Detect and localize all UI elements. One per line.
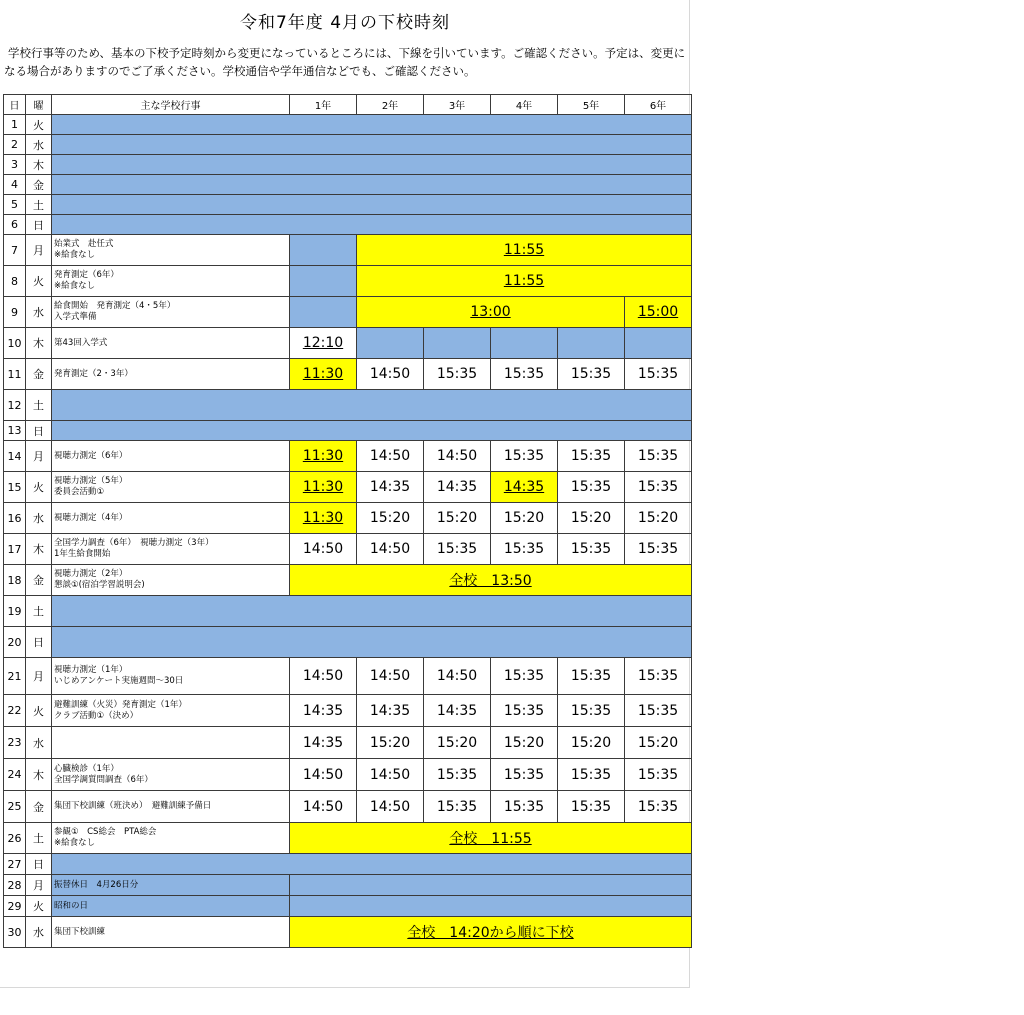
page-title: 令和7年度 4月の下校時刻	[239, 13, 451, 33]
schedule-body	[4, 115, 692, 948]
header-grade-4: 4年	[491, 95, 558, 115]
dismissal-time-cell	[558, 791, 625, 823]
dismissal-time-cell	[357, 534, 424, 565]
schedule-row	[4, 421, 692, 441]
schedule-row	[4, 359, 692, 390]
dismissal-time: 15:35	[570, 798, 612, 815]
schedule-row	[4, 854, 692, 875]
weekday-cell: 火	[26, 472, 52, 503]
dismissal-time: 15:35	[637, 541, 679, 557]
dismissal-time: 15:35	[637, 798, 679, 815]
schedule-row	[4, 823, 692, 854]
dismissal-schedule-table	[3, 94, 692, 948]
dismissal-time: 全校 11:55	[449, 831, 532, 847]
day-cell: 13	[4, 421, 26, 441]
dismissal-time: 14:50	[436, 448, 478, 464]
schedule-row	[4, 235, 692, 266]
dismissal-time: 15:20	[369, 734, 411, 751]
no-school-cell	[52, 175, 692, 195]
weekday-cell: 土	[26, 596, 52, 627]
event-cell: 全国学力調査（6年） 視聴力測定（3年） 1年生給食開始	[52, 534, 290, 565]
day-cell: 17	[4, 534, 26, 565]
schedule-row	[4, 503, 692, 534]
dismissal-time: 15:20	[570, 510, 612, 526]
header-grade-2: 2年	[357, 95, 424, 115]
weekday-cell: 水	[26, 917, 52, 948]
dismissal-time: 全校 14:20から順に下校	[407, 925, 574, 941]
schedule-row	[4, 266, 692, 297]
no-school-cell	[52, 421, 692, 441]
dismissal-time-cell	[290, 823, 692, 854]
no-school-cell	[52, 155, 692, 175]
dismissal-time: 11:30	[302, 510, 344, 526]
dismissal-time-cell	[625, 534, 692, 565]
dismissal-time: 15:20	[369, 510, 411, 526]
dismissal-time: 14:50	[369, 448, 411, 464]
dismissal-time-cell	[290, 359, 357, 390]
dismissal-time: 15:35	[637, 366, 679, 382]
dismissal-time-cell	[625, 297, 692, 328]
dismissal-time: 15:35	[503, 766, 545, 783]
schedule-row	[4, 441, 692, 472]
dismissal-time: 11:55	[503, 273, 545, 289]
weekday-cell: 日	[26, 627, 52, 658]
event-cell	[52, 727, 290, 759]
dismissal-time-cell	[558, 534, 625, 565]
dismissal-time-cell	[491, 658, 558, 695]
day-cell: 30	[4, 917, 26, 948]
weekday-cell: 土	[26, 195, 52, 215]
header-weekday: 曜	[26, 95, 52, 115]
dismissal-time-cell	[625, 441, 692, 472]
schedule-row	[4, 875, 692, 896]
dismissal-time-cell	[491, 472, 558, 503]
dismissal-time: 15:35	[503, 702, 545, 719]
dismissal-time: 14:50	[369, 798, 411, 815]
dismissal-time: 15:35	[637, 448, 679, 464]
weekday-cell: 金	[26, 565, 52, 596]
day-cell: 23	[4, 727, 26, 759]
day-cell: 15	[4, 472, 26, 503]
weekday-cell: 月	[26, 441, 52, 472]
dismissal-time: 15:20	[503, 734, 545, 751]
dismissal-time: 14:35	[436, 479, 478, 495]
day-cell: 21	[4, 658, 26, 695]
dismissal-time: 全校 13:50	[449, 573, 532, 589]
dismissal-time: 14:50	[302, 766, 344, 783]
schedule-row	[4, 215, 692, 235]
no-school-cell	[52, 215, 692, 235]
dismissal-time-cell	[357, 695, 424, 727]
event-cell: 始業式 赴任式 ※給食なし	[52, 235, 290, 266]
header-row	[4, 95, 692, 115]
day-cell: 14	[4, 441, 26, 472]
day-cell: 28	[4, 875, 26, 896]
dismissal-time-cell	[357, 658, 424, 695]
no-school-cell	[52, 390, 692, 421]
dismissal-time-cell	[424, 658, 491, 695]
dismissal-time-cell	[424, 695, 491, 727]
dismissal-time-cell	[357, 359, 424, 390]
schedule-row	[4, 390, 692, 421]
dismissal-time: 15:35	[436, 766, 478, 783]
dismissal-time: 15:35	[436, 798, 478, 815]
weekday-cell: 水	[26, 727, 52, 759]
dismissal-time: 11:30	[302, 479, 344, 495]
dismissal-time: 15:35	[503, 448, 545, 464]
dismissal-time: 15:35	[570, 479, 612, 495]
day-cell: 19	[4, 596, 26, 627]
header-grade-3: 3年	[424, 95, 491, 115]
dismissal-time-cell	[625, 472, 692, 503]
day-cell: 7	[4, 235, 26, 266]
day-cell: 29	[4, 896, 26, 917]
dismissal-time-cell	[424, 472, 491, 503]
weekday-cell: 金	[26, 791, 52, 823]
dismissal-time: 15:20	[436, 510, 478, 526]
dismissal-time: 15:20	[436, 734, 478, 751]
weekday-cell: 土	[26, 823, 52, 854]
dismissal-time-cell	[290, 695, 357, 727]
dismissal-time-cell	[625, 727, 692, 759]
dismissal-time: 15:35	[570, 541, 612, 557]
no-school-cell	[491, 328, 558, 359]
day-cell: 1	[4, 115, 26, 135]
dismissal-time: 14:50	[369, 766, 411, 783]
dismissal-time-cell	[625, 359, 692, 390]
dismissal-time: 11:55	[503, 242, 545, 258]
dismissal-time: 15:20	[570, 734, 612, 751]
dismissal-time-cell	[491, 359, 558, 390]
event-cell: 第43回入学式	[52, 328, 290, 359]
day-cell: 20	[4, 627, 26, 658]
dismissal-time: 15:35	[503, 366, 545, 382]
notice-text: 学校行事等のため、基本の下校予定時刻から変更になっているところには、下線を引いています。ご確認ください。予定は、変更になる場合がありますのでご了承ください。学校通信や学年通信などでも、ご確認ください。	[4, 46, 686, 78]
dismissal-time-cell	[290, 503, 357, 534]
dismissal-time: 14:50	[369, 541, 411, 557]
dismissal-time-cell	[357, 727, 424, 759]
weekday-cell: 木	[26, 328, 52, 359]
day-cell: 9	[4, 297, 26, 328]
schedule-row	[4, 695, 692, 727]
schedule-row	[4, 627, 692, 658]
dismissal-time: 15:35	[503, 798, 545, 815]
schedule-row	[4, 658, 692, 695]
dismissal-time: 15:35	[436, 541, 478, 557]
no-school-cell	[52, 596, 692, 627]
schedule-row	[4, 297, 692, 328]
dismissal-time-cell	[290, 472, 357, 503]
dismissal-time: 11:30	[302, 448, 344, 464]
dismissal-time: 14:50	[302, 668, 344, 684]
day-cell: 22	[4, 695, 26, 727]
dismissal-time: 14:50	[369, 366, 411, 382]
no-school-cell	[52, 854, 692, 875]
dismissal-time-cell	[558, 441, 625, 472]
weekday-cell: 水	[26, 503, 52, 534]
dismissal-time-cell	[357, 503, 424, 534]
dismissal-time-cell	[491, 534, 558, 565]
dismissal-time: 12:10	[302, 335, 344, 351]
dismissal-time: 14:35	[302, 734, 344, 751]
dismissal-time-cell	[625, 791, 692, 823]
weekday-cell: 金	[26, 175, 52, 195]
day-cell: 12	[4, 390, 26, 421]
event-cell: 給食開始 発育測定（4・5年） 入学式準備	[52, 297, 290, 328]
event-cell: 避難訓練（火災）発育測定（1年） クラブ活動①（決め）	[52, 695, 290, 727]
event-cell: 視聴力測定（1年） いじめアンケート実施週間～30日	[52, 658, 290, 695]
day-cell: 27	[4, 854, 26, 875]
schedule-row	[4, 727, 692, 759]
dismissal-time: 14:50	[302, 541, 344, 557]
dismissal-time-cell	[491, 441, 558, 472]
dismissal-time: 15:35	[637, 668, 679, 684]
weekday-cell: 水	[26, 135, 52, 155]
dismissal-time-cell	[625, 658, 692, 695]
no-school-cell	[52, 115, 692, 135]
no-school-cell	[290, 875, 692, 896]
dismissal-time-cell	[357, 791, 424, 823]
day-cell: 10	[4, 328, 26, 359]
dismissal-time-cell	[357, 235, 692, 266]
no-school-cell	[357, 328, 424, 359]
day-cell: 4	[4, 175, 26, 195]
dismissal-time-cell	[290, 658, 357, 695]
schedule-row	[4, 155, 692, 175]
dismissal-time-cell	[558, 727, 625, 759]
day-cell: 2	[4, 135, 26, 155]
event-cell: 発育測定（6年） ※給食なし	[52, 266, 290, 297]
dismissal-time: 15:35	[570, 448, 612, 464]
dismissal-time-cell	[558, 695, 625, 727]
no-school-cell	[290, 235, 357, 266]
dismissal-time-cell	[424, 359, 491, 390]
dismissal-time: 15:35	[436, 366, 478, 382]
dismissal-time-cell	[357, 266, 692, 297]
schedule-row	[4, 195, 692, 215]
dismissal-time: 15:35	[637, 766, 679, 783]
dismissal-time-cell	[491, 503, 558, 534]
dismissal-time: 14:35	[503, 479, 545, 495]
dismissal-time: 14:50	[369, 668, 411, 684]
event-cell: 昭和の日	[52, 896, 290, 917]
dismissal-time-cell	[625, 759, 692, 791]
weekday-cell: 火	[26, 115, 52, 135]
dismissal-time: 15:35	[570, 668, 612, 684]
day-cell: 11	[4, 359, 26, 390]
dismissal-time-cell	[491, 791, 558, 823]
dismissal-time-cell	[357, 472, 424, 503]
event-cell: 心臓検診（1年） 全国学調質問調査（6年）	[52, 759, 290, 791]
event-cell: 視聴力測定（5年） 委員会活動①	[52, 472, 290, 503]
event-cell: 集団下校訓練（班決め） 避難訓練予備日	[52, 791, 290, 823]
schedule-row	[4, 791, 692, 823]
dismissal-time-cell	[424, 791, 491, 823]
event-cell: 参観① CS総会 PTA総会 ※給食なし	[52, 823, 290, 854]
weekday-cell: 水	[26, 297, 52, 328]
dismissal-time-cell	[357, 297, 625, 328]
schedule-row	[4, 472, 692, 503]
header-grade-5: 5年	[558, 95, 625, 115]
dismissal-time-cell	[290, 565, 692, 596]
dismissal-time: 14:50	[436, 668, 478, 684]
dismissal-time-cell	[558, 503, 625, 534]
schedule-row	[4, 534, 692, 565]
schedule-row	[4, 115, 692, 135]
no-school-cell	[290, 896, 692, 917]
dismissal-time-cell	[290, 328, 357, 359]
schedule-row	[4, 135, 692, 155]
day-cell: 3	[4, 155, 26, 175]
no-school-cell	[52, 627, 692, 658]
dismissal-time-cell	[491, 759, 558, 791]
dismissal-time-cell	[290, 917, 692, 948]
dismissal-time: 15:20	[637, 734, 679, 751]
weekday-cell: 火	[26, 695, 52, 727]
schedule-row	[4, 759, 692, 791]
weekday-cell: 金	[26, 359, 52, 390]
weekday-cell: 月	[26, 875, 52, 896]
dismissal-time-cell	[290, 791, 357, 823]
day-cell: 16	[4, 503, 26, 534]
no-school-cell	[290, 266, 357, 297]
header-grade-1: 1年	[290, 95, 357, 115]
dismissal-time: 15:35	[503, 541, 545, 557]
day-cell: 18	[4, 565, 26, 596]
dismissal-time-cell	[558, 759, 625, 791]
event-cell: 発育測定（2・3年）	[52, 359, 290, 390]
dismissal-time: 14:35	[369, 702, 411, 719]
weekday-cell: 火	[26, 266, 52, 297]
dismissal-time-cell	[424, 441, 491, 472]
dismissal-time-cell	[424, 759, 491, 791]
no-school-cell	[52, 135, 692, 155]
dismissal-time: 15:35	[570, 366, 612, 382]
dismissal-time: 14:50	[302, 798, 344, 815]
schedule-row	[4, 917, 692, 948]
dismissal-time-cell	[491, 727, 558, 759]
dismissal-time-cell	[290, 534, 357, 565]
event-cell: 視聴力測定（6年）	[52, 441, 290, 472]
dismissal-time-cell	[625, 695, 692, 727]
no-school-cell	[625, 328, 692, 359]
schedule-row	[4, 328, 692, 359]
weekday-cell: 日	[26, 421, 52, 441]
dismissal-time-cell	[558, 359, 625, 390]
no-school-cell	[290, 297, 357, 328]
dismissal-time: 15:35	[503, 668, 545, 684]
weekday-cell: 木	[26, 534, 52, 565]
dismissal-time-cell	[357, 759, 424, 791]
dismissal-time: 11:30	[302, 366, 344, 382]
header-grade-6: 6年	[625, 95, 692, 115]
event-cell: 振替休日 4月26日分	[52, 875, 290, 896]
event-cell: 視聴力測定（2年） 懇談①(宿泊学習説明会)	[52, 565, 290, 596]
day-cell: 24	[4, 759, 26, 791]
dismissal-time: 15:20	[637, 510, 679, 526]
dismissal-time-cell	[290, 441, 357, 472]
dismissal-time: 15:35	[637, 479, 679, 495]
schedule-row	[4, 896, 692, 917]
dismissal-time: 15:00	[637, 304, 679, 320]
dismissal-time-cell	[491, 695, 558, 727]
dismissal-time-cell	[625, 503, 692, 534]
weekday-cell: 日	[26, 215, 52, 235]
no-school-cell	[558, 328, 625, 359]
dismissal-time-cell	[424, 503, 491, 534]
dismissal-time-cell	[290, 727, 357, 759]
day-cell: 26	[4, 823, 26, 854]
dismissal-time: 14:35	[436, 702, 478, 719]
dismissal-time: 15:35	[570, 702, 612, 719]
dismissal-time-cell	[558, 472, 625, 503]
dismissal-time: 13:00	[470, 304, 511, 320]
no-school-cell	[52, 195, 692, 215]
no-school-cell	[424, 328, 491, 359]
event-cell: 視聴力測定（4年）	[52, 503, 290, 534]
dismissal-time-cell	[424, 727, 491, 759]
header-events: 主な学校行事	[52, 95, 290, 115]
dismissal-time-cell	[357, 441, 424, 472]
dismissal-time-cell	[424, 534, 491, 565]
weekday-cell: 木	[26, 155, 52, 175]
weekday-cell: 火	[26, 896, 52, 917]
event-cell: 集団下校訓練	[52, 917, 290, 948]
schedule-row	[4, 175, 692, 195]
schedule-row	[4, 565, 692, 596]
weekday-cell: 月	[26, 658, 52, 695]
dismissal-time: 15:35	[570, 766, 612, 783]
dismissal-time-cell	[558, 658, 625, 695]
day-cell: 6	[4, 215, 26, 235]
dismissal-time-cell	[290, 759, 357, 791]
weekday-cell: 日	[26, 854, 52, 875]
dismissal-time: 14:35	[369, 479, 411, 495]
dismissal-time: 14:35	[302, 702, 344, 719]
day-cell: 25	[4, 791, 26, 823]
weekday-cell: 木	[26, 759, 52, 791]
header-day: 日	[4, 95, 26, 115]
dismissal-time: 15:35	[637, 702, 679, 719]
dismissal-time: 15:20	[503, 510, 545, 526]
weekday-cell: 月	[26, 235, 52, 266]
weekday-cell: 土	[26, 390, 52, 421]
day-cell: 5	[4, 195, 26, 215]
schedule-row	[4, 596, 692, 627]
day-cell: 8	[4, 266, 26, 297]
